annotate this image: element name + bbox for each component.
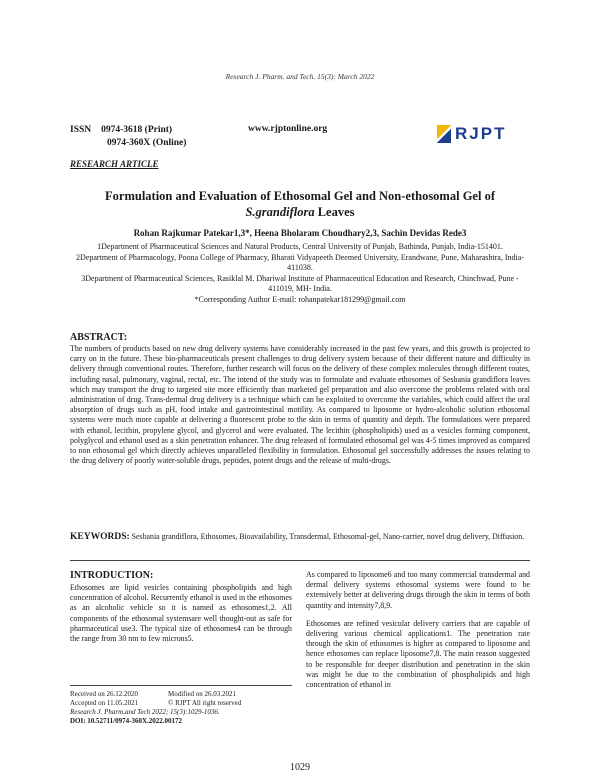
issn-label: ISSN <box>70 125 92 135</box>
logo-text: RJPT <box>455 124 507 143</box>
article-title <box>70 188 530 220</box>
issn-print: 0974-3618 (Print) <box>101 125 173 135</box>
article-info-divider <box>70 685 292 686</box>
keywords <box>70 532 530 543</box>
title-line-2 <box>70 204 530 220</box>
copyright: © RJPT All right reserved <box>168 699 242 707</box>
keywords-text: Sesbania grandiflora, Ethosomes, Bioavailability, Transdermal, Ethosomal-gel, Nano-carrier, novel drug delivery, Diffusion. <box>129 532 525 541</box>
journal-header: Research J. Pharm. and Tech. 15(3): March 2022 <box>225 72 375 81</box>
title-line-1: Formulation and Evaluation of Ethosomal Gel and Non-ethosomal Gel of <box>105 189 495 203</box>
affiliation-2: 2Department of Pharmacology, Poona College of Pharmacy, Bharati Vidyapeeth Deemed University, Erandwane, Pune, Maharashtra, India- 411038. <box>76 252 524 272</box>
introduction-paragraph-3: Ethosomes are refined vesicular delivery carriers that are capable of delivering various chemical applications1. The penetration rate through the skin of ethosomes is higher as compared to liposome and hence ethosomes can replace liposome7,8. The main reason suggested to be responsible for deeper distribution and penetration in the skin was might be due to the combination of phospholipids and high concentration of ethanol in <box>306 618 530 690</box>
left-column <box>70 570 292 652</box>
introduction-paragraph-2: As compared to liposome6 and too many commercial transdermal and dermal delivery systems ethosomal systems were found to be extensively better at delivering drugs through the skin in terms of both quantity and intensity7,8,9. <box>306 570 530 610</box>
affiliation-1: 1Department of Pharmaceutical Sciences and Natural Products, Central University of Punjab, Bathinda, Punjab, India-151401. <box>97 242 503 251</box>
abstract-text: The numbers of products based on new drug delivery systems have considerably increased in the past few years, and this growth is projected to carry on in the future. These bio-pharmaceuticals present challenges to drug delivery system because of their different nature and difficulty in delivery through conventional routes. Therefore, further research will focus on the delivery of these complex molecules through different routes, including nasal, pulmonary, vaginal, rectal, etc. The intend of the study was to formulate and evaluate ethosomes of Sesbania grandiflora leaves which may transport the drug to targeted site more efficiently than marketed gel preparation and also overcome the problems related with oral administration of drug. Trans-dermal drug delivery is a technique which can be exploited to overcome the variables, which could affect the oral absorption of drugs such as pH, food intake and gastrointestinal motility. As compared to liposome or hydro-alcoholic solution ethosomal systems were much more capable at delivering a fluorescent probe to the skin in terms of quantity and depth. The formulations were prepared with ethanol, lecithin, propylene glycol, and glycerol and were evaluated. The lecithin (phospholipids) used as a vesicles forming component, polyglycol and ethanol used as a skin penetration enhancer. The drug released of formulated ethosomal gel was 4-5 times improved as compared to non ethosomal gel which directly achieves unparalleled flexibility in formulation. Ethosomal gel successfully addresses the issues relating to the drug delivery of poorly water-soluble drugs, peptides, potent drugs and the release of multi-drugs. <box>70 344 530 466</box>
section-divider <box>70 560 530 561</box>
accepted-date: Accepted on 11.05.2021 <box>70 699 139 707</box>
modified-date: Modified on 26.03.2021 <box>168 690 237 698</box>
journal-logo <box>437 124 527 144</box>
right-column <box>306 570 530 698</box>
received-date: Received on 26.12.2020 <box>70 690 139 698</box>
author-list: Rohan Rajkumar Patekar1,3*, Heena Bholaram Choudhary2,3, Sachin Devidas Rede3 <box>133 228 467 238</box>
title-species: S.grandiflora <box>245 205 315 219</box>
affiliation-3: 3Department of Pharmaceutical Sciences, Rasiklal M. Dhariwal Institute of Pharmaceutical Education and Research, Chinchwad, Pune - 411019, MH- India. <box>81 273 519 293</box>
title-rest: Leaves <box>314 205 355 219</box>
introduction-heading: INTRODUCTION: <box>70 570 154 581</box>
logo-mark-icon <box>437 125 451 143</box>
introduction-paragraph-1: Ethosomes are lipid vesicles containing phospholipids and high concentration of alcohol. Recurrently ethanol is used in the ethosomes as an alcoholic vehicle so it is named as ethosomes1,2. All components of the ethosomal systemsare well thought-out as safe for pharmaceutical use3. The typical size of ethosomes4 can be through the range from 30 nm to few microns5. <box>70 583 292 644</box>
abstract-heading: ABSTRACT: <box>70 332 128 343</box>
citation: Research J. Pharm.and Tech 2022; 15(3):1029-1036. <box>70 708 220 716</box>
doi-link[interactable]: DOI: 10.52711/0974-360X.2022.00172 <box>70 717 182 725</box>
article-info <box>70 690 300 726</box>
corresponding-author: *Corresponding Author E-mail: rohanpatekar181299@gmail.com <box>194 294 406 304</box>
issn-block <box>70 124 186 150</box>
affiliations <box>70 242 530 305</box>
journal-website-link[interactable]: www.rjptonline.org <box>248 124 328 134</box>
page-number: 1029 <box>290 762 310 773</box>
article-type: RESEARCH ARTICLE <box>70 159 159 169</box>
keywords-label: KEYWORDS: <box>70 532 130 542</box>
issn-online: 0974-360X (Online) <box>107 138 187 148</box>
